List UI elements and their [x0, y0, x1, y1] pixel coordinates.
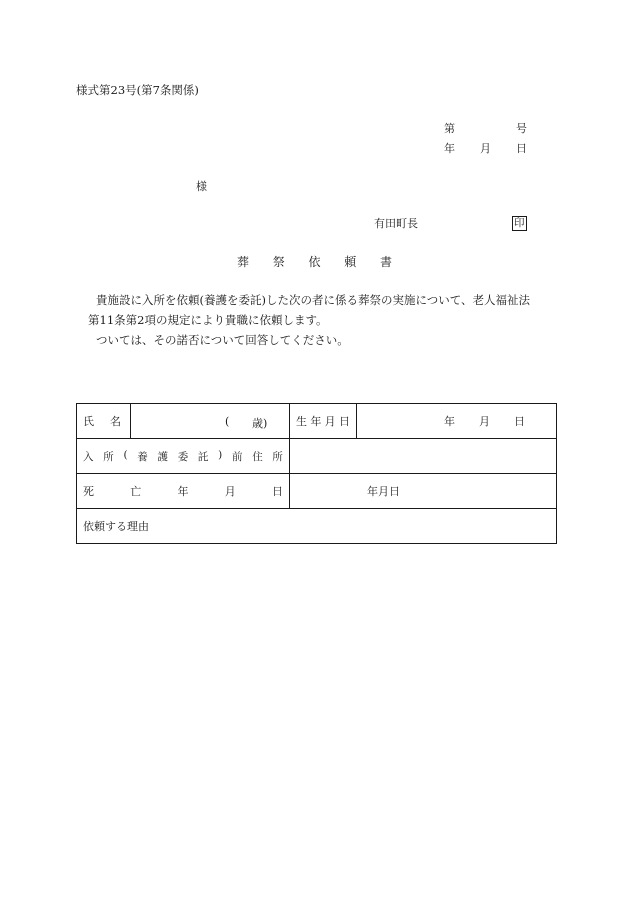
issue-date-line [444, 143, 527, 154]
label-char: ( [123, 448, 128, 461]
title-char: 祭 [272, 255, 285, 269]
birth-year-label: 年 [444, 415, 455, 428]
birth-label-char: 日 [338, 415, 350, 428]
reason-field[interactable] [77, 509, 557, 544]
name-label-char: 氏 [83, 415, 94, 428]
body-line-1: 貴施設に入所を依頼(養護を委託)した次の者に係る葬祭の実施について、老人福祉法 [96, 293, 531, 307]
label-char: 養 [137, 450, 148, 463]
title-char: 依 [308, 255, 321, 269]
number-suffix: 号 [516, 122, 527, 135]
prev-address-label-cell [77, 439, 290, 474]
label-char: 護 [157, 450, 168, 463]
label-char: 住 [252, 450, 263, 463]
title-char: 葬 [237, 255, 250, 269]
death-year-label: 年 [367, 485, 378, 498]
label-char: 所 [103, 450, 114, 463]
label-char: 託 [197, 450, 209, 463]
form-number: 様式第23号(第7条関係) [76, 83, 199, 97]
body-line-3: ついては、その諾否について回答してください。 [96, 333, 349, 347]
death-day-label: 日 [389, 485, 400, 498]
name-age-field[interactable] [131, 404, 290, 439]
label-char: 死 [83, 485, 94, 498]
label-char: 月 [224, 485, 236, 498]
addressee-honorific: 様 [196, 180, 207, 193]
name-label-cell [77, 404, 131, 439]
number-prefix: 第 [444, 122, 455, 135]
label-char: 年 [177, 485, 189, 498]
birth-label-char: 生 [296, 415, 307, 428]
title-char: 頼 [344, 255, 357, 269]
label-char: 前 [231, 450, 243, 463]
birth-month-label: 月 [479, 415, 490, 428]
label-char: ) [218, 448, 223, 461]
label-char: 委 [177, 450, 189, 463]
death-label-cell [77, 474, 290, 509]
name-label-char: 名 [110, 415, 121, 428]
birth-date-field[interactable] [357, 404, 557, 439]
issue-month-label: 月 [480, 142, 491, 155]
deceased-info-table [76, 403, 557, 544]
seal-mark: 印 [514, 217, 525, 229]
document-number-line [444, 123, 527, 134]
birth-label-char: 年 [310, 415, 322, 428]
label-char: 亡 [130, 485, 142, 498]
death-month-label: 月 [378, 485, 389, 498]
table-row-reason [77, 509, 557, 544]
prev-address-field[interactable] [290, 439, 557, 474]
issuer-name: 有田町長 [374, 217, 418, 230]
table-row-prev-address [77, 439, 557, 474]
label-char: 所 [272, 450, 283, 463]
table-row-death-date [77, 474, 557, 509]
issue-day-label: 日 [516, 142, 527, 155]
document-title [237, 256, 392, 268]
birth-label-char: 月 [324, 415, 336, 428]
age-label: 歳) [252, 417, 268, 430]
age-open-paren: ( [225, 415, 230, 428]
death-date-field[interactable] [290, 474, 557, 509]
label-char: 日 [272, 485, 283, 498]
birth-day-label: 日 [514, 415, 525, 428]
reason-label: 依頼する理由 [83, 520, 149, 533]
body-line-2: 第11条第2項の規定により貴職に依頼します。 [88, 313, 328, 327]
issue-year-label: 年 [444, 142, 455, 155]
request-body [82, 290, 562, 350]
birth-label-cell [290, 404, 357, 439]
label-char: 入 [83, 450, 94, 463]
title-char: 書 [379, 255, 392, 269]
table-row-name [77, 404, 557, 439]
